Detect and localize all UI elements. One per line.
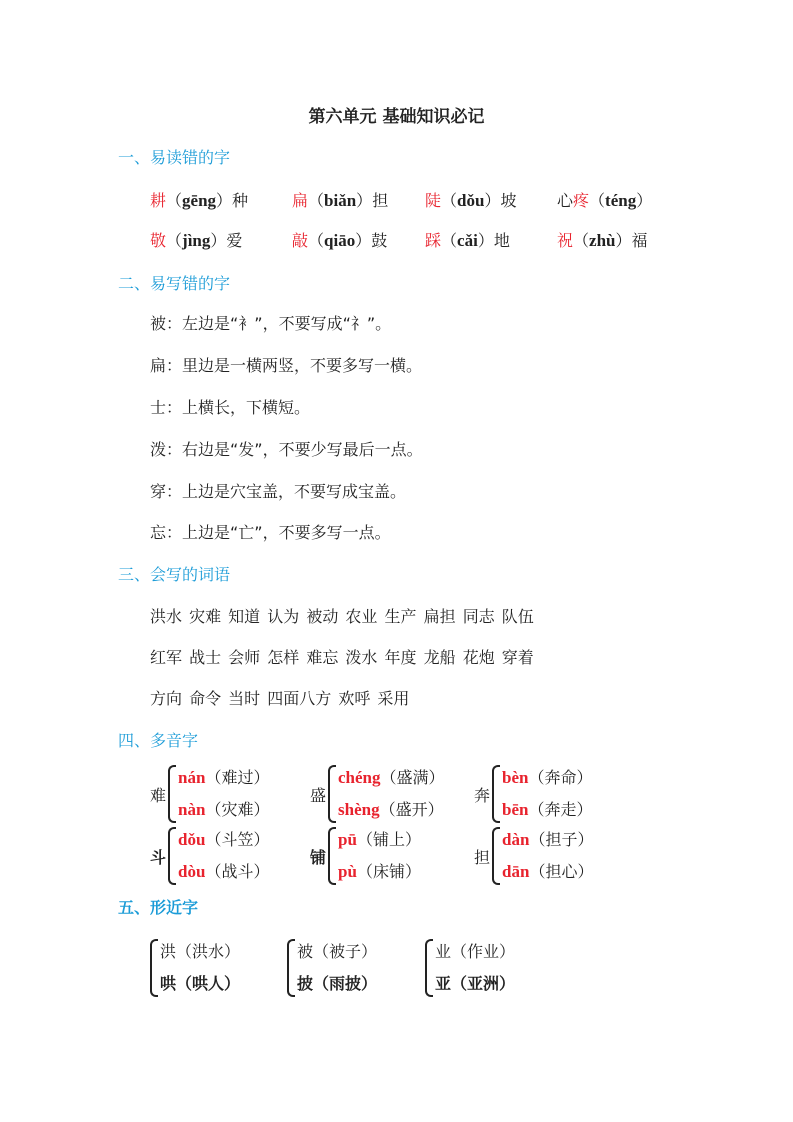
pinyin: jìng: [182, 231, 211, 250]
example-word: （奔走）: [528, 800, 593, 819]
pinyin: dòu: [178, 862, 206, 881]
paren: （: [573, 231, 590, 250]
example-word: （斗笠）: [205, 830, 270, 849]
misread-item: [557, 231, 648, 251]
polyphone-group: [310, 824, 421, 888]
brace-icon: [287, 939, 295, 997]
misread-item: [425, 231, 510, 251]
reading-list: [338, 824, 421, 888]
suffix: 种: [232, 191, 249, 210]
brace-icon: [492, 765, 500, 823]
misread-item: [292, 231, 387, 251]
polyphone-char: 铺: [310, 847, 327, 867]
pinyin: gēng: [182, 191, 217, 210]
highlight-char: 耕: [150, 191, 167, 210]
paren: （: [441, 191, 458, 210]
reading-list: [178, 824, 269, 888]
paren: （: [166, 231, 183, 250]
section-heading: 三、会写的词语: [118, 565, 231, 584]
pinyin: nán: [178, 768, 206, 787]
highlight-char: 敬: [150, 231, 167, 250]
example-word: （奔命）: [528, 768, 593, 787]
reading-list: [178, 762, 269, 826]
polyphone-char: 盛: [310, 785, 327, 805]
polyphone-char: 斗: [150, 847, 167, 867]
reading-item: [502, 856, 593, 888]
paren: ）: [356, 191, 373, 210]
section-heading: 二、易写错的字: [118, 274, 231, 293]
example-word: （战斗）: [205, 862, 270, 881]
pinyin: téng: [605, 191, 637, 210]
polyphone-group: [150, 824, 269, 888]
pinyin: biǎn: [324, 191, 357, 210]
reading-item: [502, 824, 593, 856]
reading-item: [338, 824, 421, 856]
word-line: 红军 战士 会师 怎样 难忘 泼水 年度 龙船 花炮 穿着: [150, 648, 534, 667]
paren: （: [589, 191, 606, 210]
polyphone-char: 难: [150, 785, 167, 805]
pinyin: qiāo: [324, 231, 356, 250]
polyphone-group: [474, 824, 593, 888]
miswrite-line: 被：左边是“衤”，不要写成“礻”。: [150, 314, 392, 333]
reading-item: [178, 824, 269, 856]
similar-item: 被（被子）: [297, 942, 378, 961]
highlight-char: 扁: [292, 191, 309, 210]
suffix: 地: [493, 231, 510, 250]
similar-item: 披（雨披）: [297, 974, 378, 993]
misread-item: [557, 191, 652, 211]
similar-item: 洪（洪水）: [160, 942, 241, 961]
example-word: （担心）: [529, 862, 594, 881]
paren: ）: [615, 231, 632, 250]
misread-item: [425, 191, 516, 211]
misread-item: [150, 191, 248, 211]
paren: ）: [355, 231, 372, 250]
reading-item: [338, 856, 421, 888]
word-line: 洪水 灾难 知道 认为 被动 农业 生产 扁担 同志 队伍: [150, 607, 534, 626]
highlight-char: 敲: [292, 231, 309, 250]
similar-item: 亚（亚洲）: [435, 974, 516, 993]
brace-icon: [425, 939, 433, 997]
miswrite-line: 士：上横长，下横短。: [150, 398, 311, 417]
pinyin: pū: [338, 830, 357, 849]
paren: ）: [216, 191, 233, 210]
miswrite-line: 泼：右边是“发”，不要少写最后一点。: [150, 440, 423, 459]
page-title: 第六单元 基础知识必记: [308, 107, 485, 127]
example-word: （床铺）: [356, 862, 421, 881]
brace-icon: [168, 765, 176, 823]
paren: （: [308, 231, 325, 250]
reading-list: [502, 824, 593, 888]
reading-item: [178, 794, 269, 826]
pinyin: nàn: [178, 800, 206, 819]
pinyin: dān: [502, 862, 530, 881]
similar-list: [435, 936, 515, 1000]
brace-icon: [492, 827, 500, 885]
example-word: （盛开）: [379, 800, 444, 819]
reading-item: [502, 794, 592, 826]
suffix: 坡: [500, 191, 517, 210]
miswrite-line: 忘：上边是“亡”，不要多写一点。: [150, 523, 391, 542]
similar-group: [425, 936, 515, 1000]
word-line: 方向 命令 当时 四面八方 欢呼 采用: [150, 689, 410, 708]
section-heading: 四、多音字: [118, 731, 199, 750]
miswrite-line: 扁：里边是一横两竖，不要多写一横。: [150, 356, 423, 375]
similar-list: [297, 936, 377, 1000]
pinyin: dàn: [502, 830, 530, 849]
misread-item: [150, 231, 242, 251]
reading-item: [178, 762, 269, 794]
brace-icon: [150, 939, 158, 997]
suffix: 担: [372, 191, 389, 210]
example-word: （铺上）: [356, 830, 421, 849]
paren: （: [441, 231, 458, 250]
pinyin: zhù: [589, 231, 616, 250]
reading-list: [502, 762, 592, 826]
pinyin: dǒu: [178, 830, 206, 849]
reading-item: [502, 762, 592, 794]
section-heading: 一、易读错的字: [118, 148, 231, 167]
pinyin: bèn: [502, 768, 529, 787]
highlight-char: 疼: [573, 191, 590, 210]
brace-icon: [328, 765, 336, 823]
reading-item: [338, 794, 445, 826]
similar-group: [287, 936, 377, 1000]
similar-list: [160, 936, 240, 1000]
pinyin: dǒu: [457, 191, 485, 210]
paren: ）: [477, 231, 494, 250]
brace-icon: [168, 827, 176, 885]
example-word: （难过）: [205, 768, 270, 787]
paren: （: [166, 191, 183, 210]
pinyin: cǎi: [457, 231, 478, 250]
polyphone-group: [150, 762, 269, 826]
paren: ）: [210, 231, 227, 250]
section-heading: 五、形近字: [118, 898, 199, 917]
similar-group: [150, 936, 240, 1000]
pinyin: chéng: [338, 768, 381, 787]
pinyin: shèng: [338, 800, 380, 819]
prefix: 心: [557, 191, 574, 210]
reading-item: [178, 856, 269, 888]
pinyin: pù: [338, 862, 357, 881]
miswrite-line: 穿：上边是穴宝盖，不要写成宝盖。: [150, 482, 407, 501]
example-word: （担子）: [529, 830, 594, 849]
suffix: 爱: [226, 231, 243, 250]
brace-icon: [328, 827, 336, 885]
example-word: （盛满）: [380, 768, 445, 787]
polyphone-char: 奔: [474, 785, 491, 805]
highlight-char: 祝: [557, 231, 574, 250]
misread-item: [292, 191, 388, 211]
polyphone-group: [310, 762, 445, 826]
highlight-char: 陡: [425, 191, 442, 210]
similar-item: 哄（哄人）: [160, 974, 241, 993]
reading-item: [338, 762, 445, 794]
paren: ）: [636, 191, 653, 210]
polyphone-char: 担: [474, 847, 491, 867]
pinyin: bēn: [502, 800, 529, 819]
reading-list: [338, 762, 445, 826]
paren: （: [308, 191, 325, 210]
suffix: 鼓: [371, 231, 388, 250]
similar-item: 业（作业）: [435, 942, 516, 961]
highlight-char: 踩: [425, 231, 442, 250]
polyphone-group: [474, 762, 593, 826]
suffix: 福: [631, 231, 648, 250]
example-word: （灾难）: [205, 800, 270, 819]
paren: ）: [484, 191, 501, 210]
